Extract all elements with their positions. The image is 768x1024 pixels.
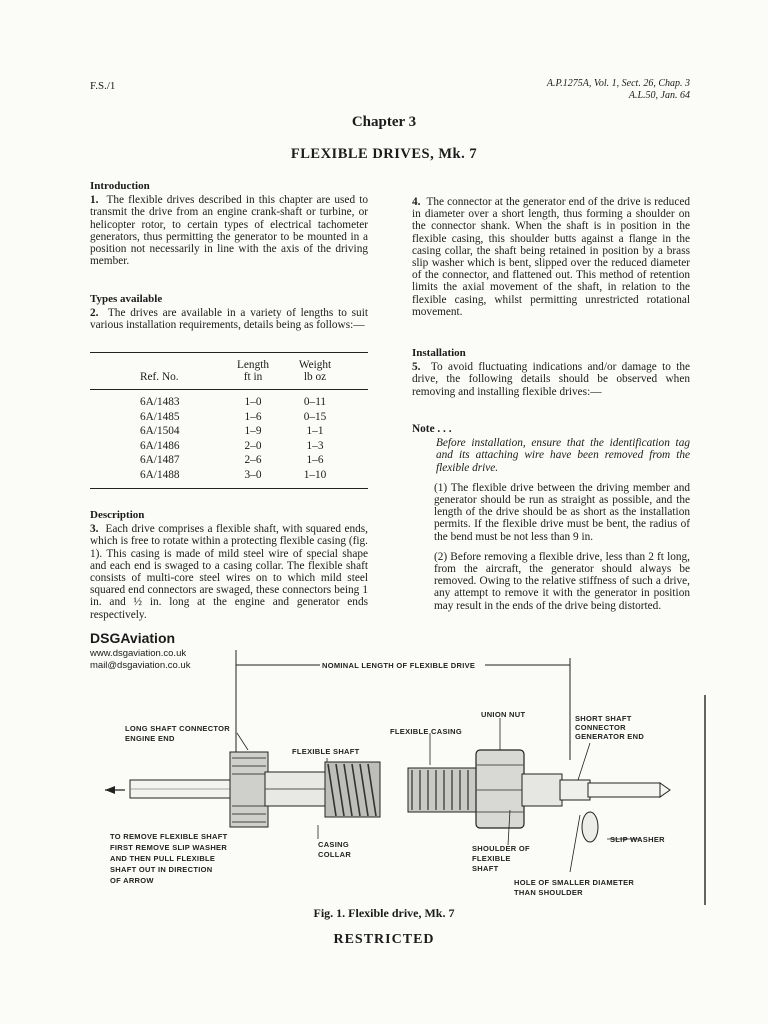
description-text: Each drive comprises a flexible shaft, with squared ends, which is free to rotate within a protecting flexible casing (fig. 1). This casing is made of mild steel wire of special shape and each end is swaged to a casing collar. The flexible shaft consists of multi-core steel wires on to which mild steel squared end connectors are swaged, these connectors being 1 in. and ½ in. long at the engine and generator ends respectively.	[90, 523, 368, 621]
note-item-2: (2) Before removing a flexible drive, less than 2 ft long, from the aircraft, the generator should always be removed. Owing to the relative stiffness of such a drive, any attempt to remove it with the generator in position may result in the ends of the drive being distorted.	[434, 550, 690, 612]
long-connector-label-1: LONG SHAFT CONNECTOR	[125, 724, 231, 733]
nominal-length-label: NOMINAL LENGTH OF FLEXIBLE DRIVE	[322, 661, 476, 670]
introduction-heading: Introduction	[90, 180, 150, 192]
remove-instruction-2: FIRST REMOVE SLIP WASHER	[110, 843, 228, 852]
long-connector-label-2: ENGINE END	[125, 734, 175, 743]
length-cell: 2–0	[244, 439, 262, 452]
short-connector-label-1: SHORT SHAFT	[575, 714, 632, 723]
description-heading: Description	[90, 509, 145, 521]
introduction-text: The flexible drives described in this chapter are used to transmit the drive from an engine crank-shaft or turbine, or helicopter rotor, to certain types of electrical tachometer generators, thus permitting the generator to be mounted in a position not necessarily in line with the axis of the driving member.	[90, 194, 368, 268]
col-header-ref: Ref. No.	[140, 371, 179, 383]
weight-cell: 1–3	[306, 439, 324, 452]
note-item-1: (1) The flexible drive between the driving member and generator should be run as straight as possible, and the length of the drive should be as short as the installation permits. If the flexible drive must be bent, the radius of the bend must be not less than 9 in.	[434, 481, 690, 543]
remove-instruction-1: TO REMOVE FLEXIBLE SHAFT	[110, 832, 228, 841]
para-number: 5.	[412, 361, 421, 374]
description-section	[90, 509, 368, 621]
installation-section	[412, 347, 690, 398]
ref-cell: 6A/1483	[140, 396, 180, 408]
col-header-length-line1: Length	[237, 359, 269, 371]
security-classification: RESTRICTED	[333, 932, 435, 947]
lengths-table-wrap	[90, 352, 368, 489]
types-section	[90, 293, 368, 332]
length-cell: 2–6	[244, 454, 262, 466]
page-title: FLEXIBLE DRIVES, Mk. 7	[290, 146, 478, 162]
types-heading: Types available	[90, 293, 163, 305]
para4-section	[412, 196, 690, 318]
length-cell: 1–9	[244, 425, 262, 437]
shoulder-label-1: SHOULDER OF	[472, 844, 530, 853]
figure-caption: Fig. 1. Flexible drive, Mk. 7	[313, 906, 455, 920]
pull-direction-arrow	[105, 786, 115, 794]
short-connector-label-2: CONNECTOR	[575, 723, 626, 732]
ref-cell: 6A/1485	[140, 410, 180, 423]
note-section	[412, 423, 690, 612]
table-rule	[90, 488, 368, 489]
col-header-weight-line1: Weight	[298, 359, 332, 371]
table-row	[90, 439, 368, 454]
page-code: F.S./1	[90, 80, 116, 92]
remove-instruction-4: SHAFT OUT IN DIRECTION	[110, 865, 213, 874]
remove-instruction-5: OF ARROW	[110, 876, 154, 885]
ref-cell: 6A/1488	[140, 468, 180, 481]
hole-label-1: HOLE OF SMALLER DIAMETER	[514, 878, 635, 887]
col-header-length-line2: ft in	[243, 371, 263, 383]
flexible-casing-label: FLEXIBLE CASING	[390, 727, 463, 736]
table-row	[90, 453, 368, 468]
weight-cell: 0–15	[303, 410, 327, 423]
amendment-line: A.L.50, Jan. 64	[628, 90, 690, 101]
table-row	[90, 390, 368, 410]
generator-end-assembly	[408, 750, 670, 842]
para-number: 4.	[412, 196, 421, 208]
col-header-length	[220, 353, 286, 390]
col-header-weight-line2: lb oz	[303, 371, 327, 383]
watermark-mail: mail@dsgaviation.co.uk	[90, 660, 191, 671]
para-number: 3.	[90, 523, 99, 536]
casing-collar-label-1: CASING	[318, 840, 349, 849]
short-connector-label-3: GENERATOR END	[575, 732, 645, 741]
lengths-table	[90, 352, 368, 482]
slip-washer	[582, 812, 598, 842]
ref-cell: 6A/1487	[140, 454, 180, 466]
para-number: 2.	[90, 307, 99, 320]
union-nut-label: UNION NUT	[481, 710, 526, 719]
table-row	[90, 424, 368, 439]
length-cell: 1–6	[244, 410, 262, 423]
length-cell: 1–0	[244, 396, 262, 408]
document-reference	[547, 78, 690, 102]
union-nut	[476, 750, 524, 828]
weight-cell: 1–1	[306, 425, 324, 437]
watermark-name: DSGAviation	[90, 630, 176, 646]
casing-collar-label-2: COLLAR	[318, 850, 352, 859]
weight-cell: 1–6	[306, 454, 324, 466]
installation-text: To avoid fluctuating indications and/or damage to the drive, the following details should be observed when removing and installing flexible drives:—	[412, 361, 690, 398]
chapter-heading: Chapter 3	[351, 114, 417, 130]
shoulder-label-3: SHAFT	[472, 864, 499, 873]
watermark-web: www.dsgaviation.co.uk	[90, 648, 187, 659]
slip-washer-label: SLIP WASHER	[610, 835, 665, 844]
hole-label-2: THAN SHOULDER	[514, 888, 583, 897]
weight-cell: 0–11	[303, 396, 327, 408]
installation-heading: Installation	[412, 347, 466, 359]
reference-line: A.P.1275A, Vol. 1, Sect. 26, Chap. 3	[546, 78, 690, 89]
flexible-drive-figure	[0, 640, 768, 905]
casing-collar	[230, 752, 268, 827]
types-text: The drives are available in a variety of lengths to suit various installation requirements, details being as follows:—	[90, 307, 368, 332]
col-header-weight	[286, 353, 344, 390]
flexible-shaft-coil	[325, 762, 380, 817]
introduction-section	[90, 180, 368, 267]
note-label: Note . . .	[412, 423, 452, 435]
weight-cell: 1–10	[303, 468, 327, 481]
shoulder-label-2: FLEXIBLE	[472, 854, 511, 863]
length-cell: 3–0	[244, 468, 262, 481]
table-row	[90, 410, 368, 425]
note-text: Before installation, ensure that the identification tag and its attaching wire have been removed from the flexible drive.	[436, 437, 690, 474]
flexible-casing	[408, 768, 478, 812]
ref-cell: 6A/1486	[140, 439, 180, 452]
ref-cell: 6A/1504	[140, 425, 180, 437]
table-body	[90, 390, 368, 483]
short-shaft-connector	[560, 780, 590, 800]
para4-text: The connector at the generator end of the drive is reduced in diameter over a short length, thus forming a shoulder on the connector shank. When the shaft is in position in the flexible casing, this shoulder butts against a flange in the casing collar, the shaft being retained in position by a brass slip washer which is bent, slipped over the reduced diameter of the connector, and flattened out. This method of retention limits the axial movement of the shaft, in relation to the flexible casing, whilst permitting unrestricted rotational movement.	[412, 196, 690, 318]
flexible-shaft-label: FLEXIBLE SHAFT	[292, 747, 360, 756]
remove-instruction-3: AND THEN PULL FLEXIBLE	[110, 854, 216, 863]
engine-end-assembly	[105, 752, 380, 827]
table-row	[90, 468, 368, 483]
para-number: 1.	[90, 194, 99, 207]
